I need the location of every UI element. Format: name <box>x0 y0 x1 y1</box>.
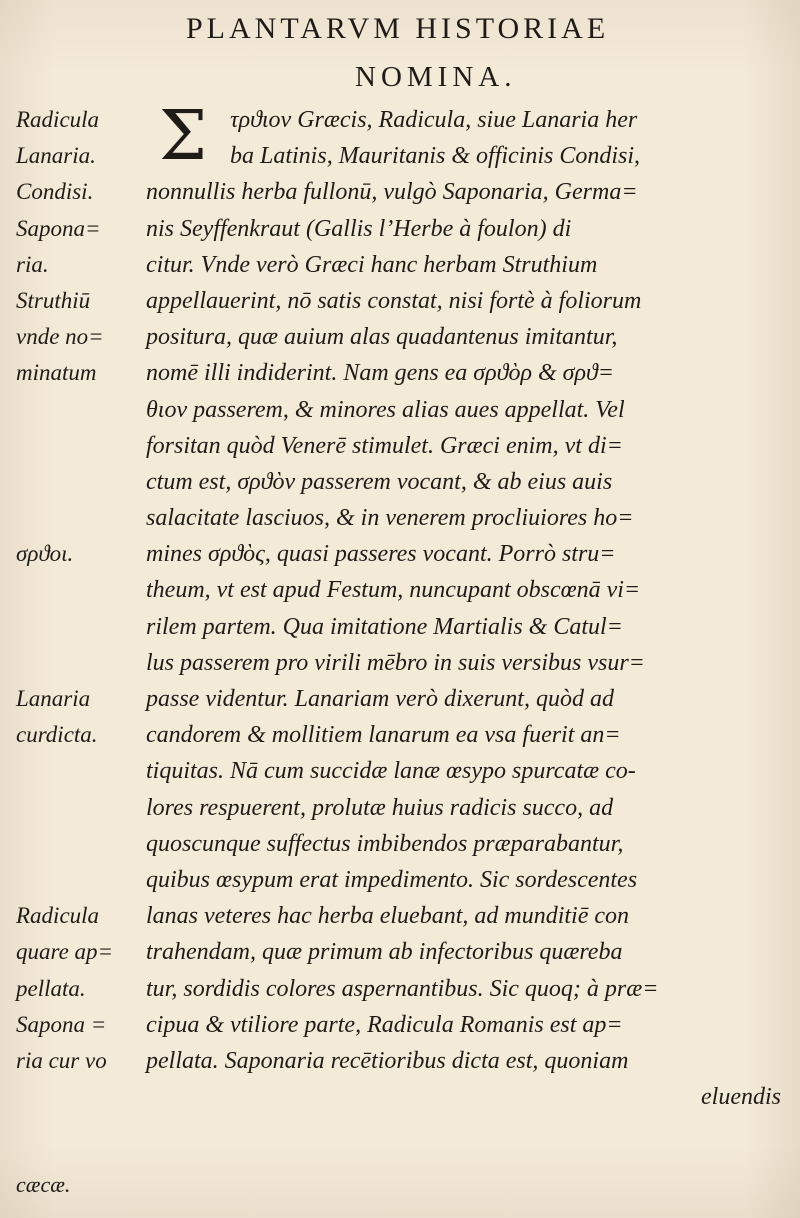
main-text-line: forsitan quòd Venerē stimulet. Græci enim, vt di= <box>146 432 623 459</box>
main-text-line: ba Latinis, Mauritanis & officinis Condisi, <box>230 143 641 170</box>
main-text-line: nomē illi indiderint. Nam gens ea σρϑὸρ & σρϑ= <box>146 360 614 387</box>
main-text-line: salacitate lasciuos, & in venerem procliuiores ho= <box>146 505 634 532</box>
main-text-line: lanas veteres hac herba eluebant, ad munditiē con <box>146 903 629 930</box>
margin-note: vnde no= <box>16 324 104 350</box>
main-text-line: rilem partem. Qua imitatione Martialis & Catul= <box>146 613 623 640</box>
margin-notes <box>16 102 142 1079</box>
margin-note: σρϑοι. <box>16 541 74 567</box>
margin-note: Condisi. <box>16 179 94 205</box>
running-head: PLANTARVM HISTORIAE <box>186 12 610 45</box>
main-text-line: theum, vt est apud Festum, nuncupant obscœnā vi= <box>146 577 641 604</box>
margin-note <box>16 428 142 464</box>
main-text-line: trahendam, quæ primum ab infectoribus quæreba <box>146 939 623 966</box>
main-text-line: lus passerem pro virili mēbro in suis versibus vsur= <box>146 649 645 676</box>
main-text-line: tiquitas. Nā cum succidæ lanæ œsypo spurcatæ co- <box>146 758 636 785</box>
main-text-line: θιον passerem, & minores alias aues appellat. Vel <box>146 396 625 423</box>
margin-note: ria. <box>16 251 49 277</box>
margin-note <box>16 464 142 500</box>
main-text-line: ctum est, σρϑὸν passerem vocant, & ab eius auis <box>146 468 613 495</box>
margin-note <box>16 572 142 608</box>
main-text-line: cipua & vtiliore parte, Radicula Romanis est ap= <box>146 1011 623 1038</box>
margin-note <box>16 826 142 862</box>
margin-note: Radicula <box>16 107 100 132</box>
main-text-line: candorem & mollitiem lanarum ea vsa fuerit an= <box>146 722 621 749</box>
margin-note: pellata. <box>16 975 86 1001</box>
margin-note <box>16 609 142 645</box>
main-text-line: pellata. Saponaria recētioribus dicta est, quoniam <box>146 1047 629 1074</box>
margin-note: Lanaria. <box>16 143 96 169</box>
main-text-line: appellauerint, nō satis constat, nisi fortè à foliorum <box>146 287 642 314</box>
main-text-line: τρϑιον Græcis, Radicula, siue Lanaria her <box>230 107 638 133</box>
section-title: NOMINA. <box>355 61 517 93</box>
margin-note <box>16 645 142 681</box>
margin-note <box>16 790 142 826</box>
catchword: eluendis <box>701 1084 781 1111</box>
main-text-line: quoscunque suffectus imbibendos præparabantur, <box>146 830 624 857</box>
main-text-line: passe videntur. Lanariam verò dixerunt, quòd ad <box>146 686 614 712</box>
margin-note: curdicta. <box>16 722 98 748</box>
margin-note: Radicula <box>16 903 100 929</box>
main-text-line: quibus œsypum erat impedimento. Sic sordescentes <box>146 866 638 893</box>
main-text-line: citur. Vnde verò Græci hanc herbam Struthium <box>146 251 598 278</box>
margin-note: ria cur vo <box>16 1047 107 1073</box>
drop-capital: Σ <box>158 97 208 176</box>
main-text-line: positura, quæ auium alas quadantenus imitantur, <box>146 324 618 351</box>
margin-note: Struthiū <box>16 287 91 313</box>
margin-note <box>16 392 142 428</box>
main-text <box>146 97 791 1115</box>
main-text-line: lores respuerent, prolutæ huius radicis succo, ad <box>146 794 614 821</box>
main-text-line: nis Seyffenkraut (Gallis l’Herbe à foulon) di <box>146 215 572 242</box>
main-text-line: nonnullis herba fullonū, vulgò Saponaria, Germa= <box>146 179 638 206</box>
margin-note: Sapona = <box>16 1011 107 1037</box>
margin-note: quare ap= <box>16 939 114 965</box>
margin-note <box>16 862 142 898</box>
main-text-line: tur, sordidis colores aspernantibus. Sic quoq; à præ= <box>146 975 659 1002</box>
margin-note: minatum <box>16 360 97 386</box>
margin-note <box>16 500 142 536</box>
margin-note <box>16 753 142 789</box>
margin-note: Lanaria <box>16 686 91 711</box>
main-text-line: mines σρϑὸς, quasi passeres vocant. Porrò stru= <box>146 541 616 568</box>
margin-note: Sapona= <box>16 215 101 241</box>
bottom-mark: cæcæ. <box>16 1172 71 1197</box>
